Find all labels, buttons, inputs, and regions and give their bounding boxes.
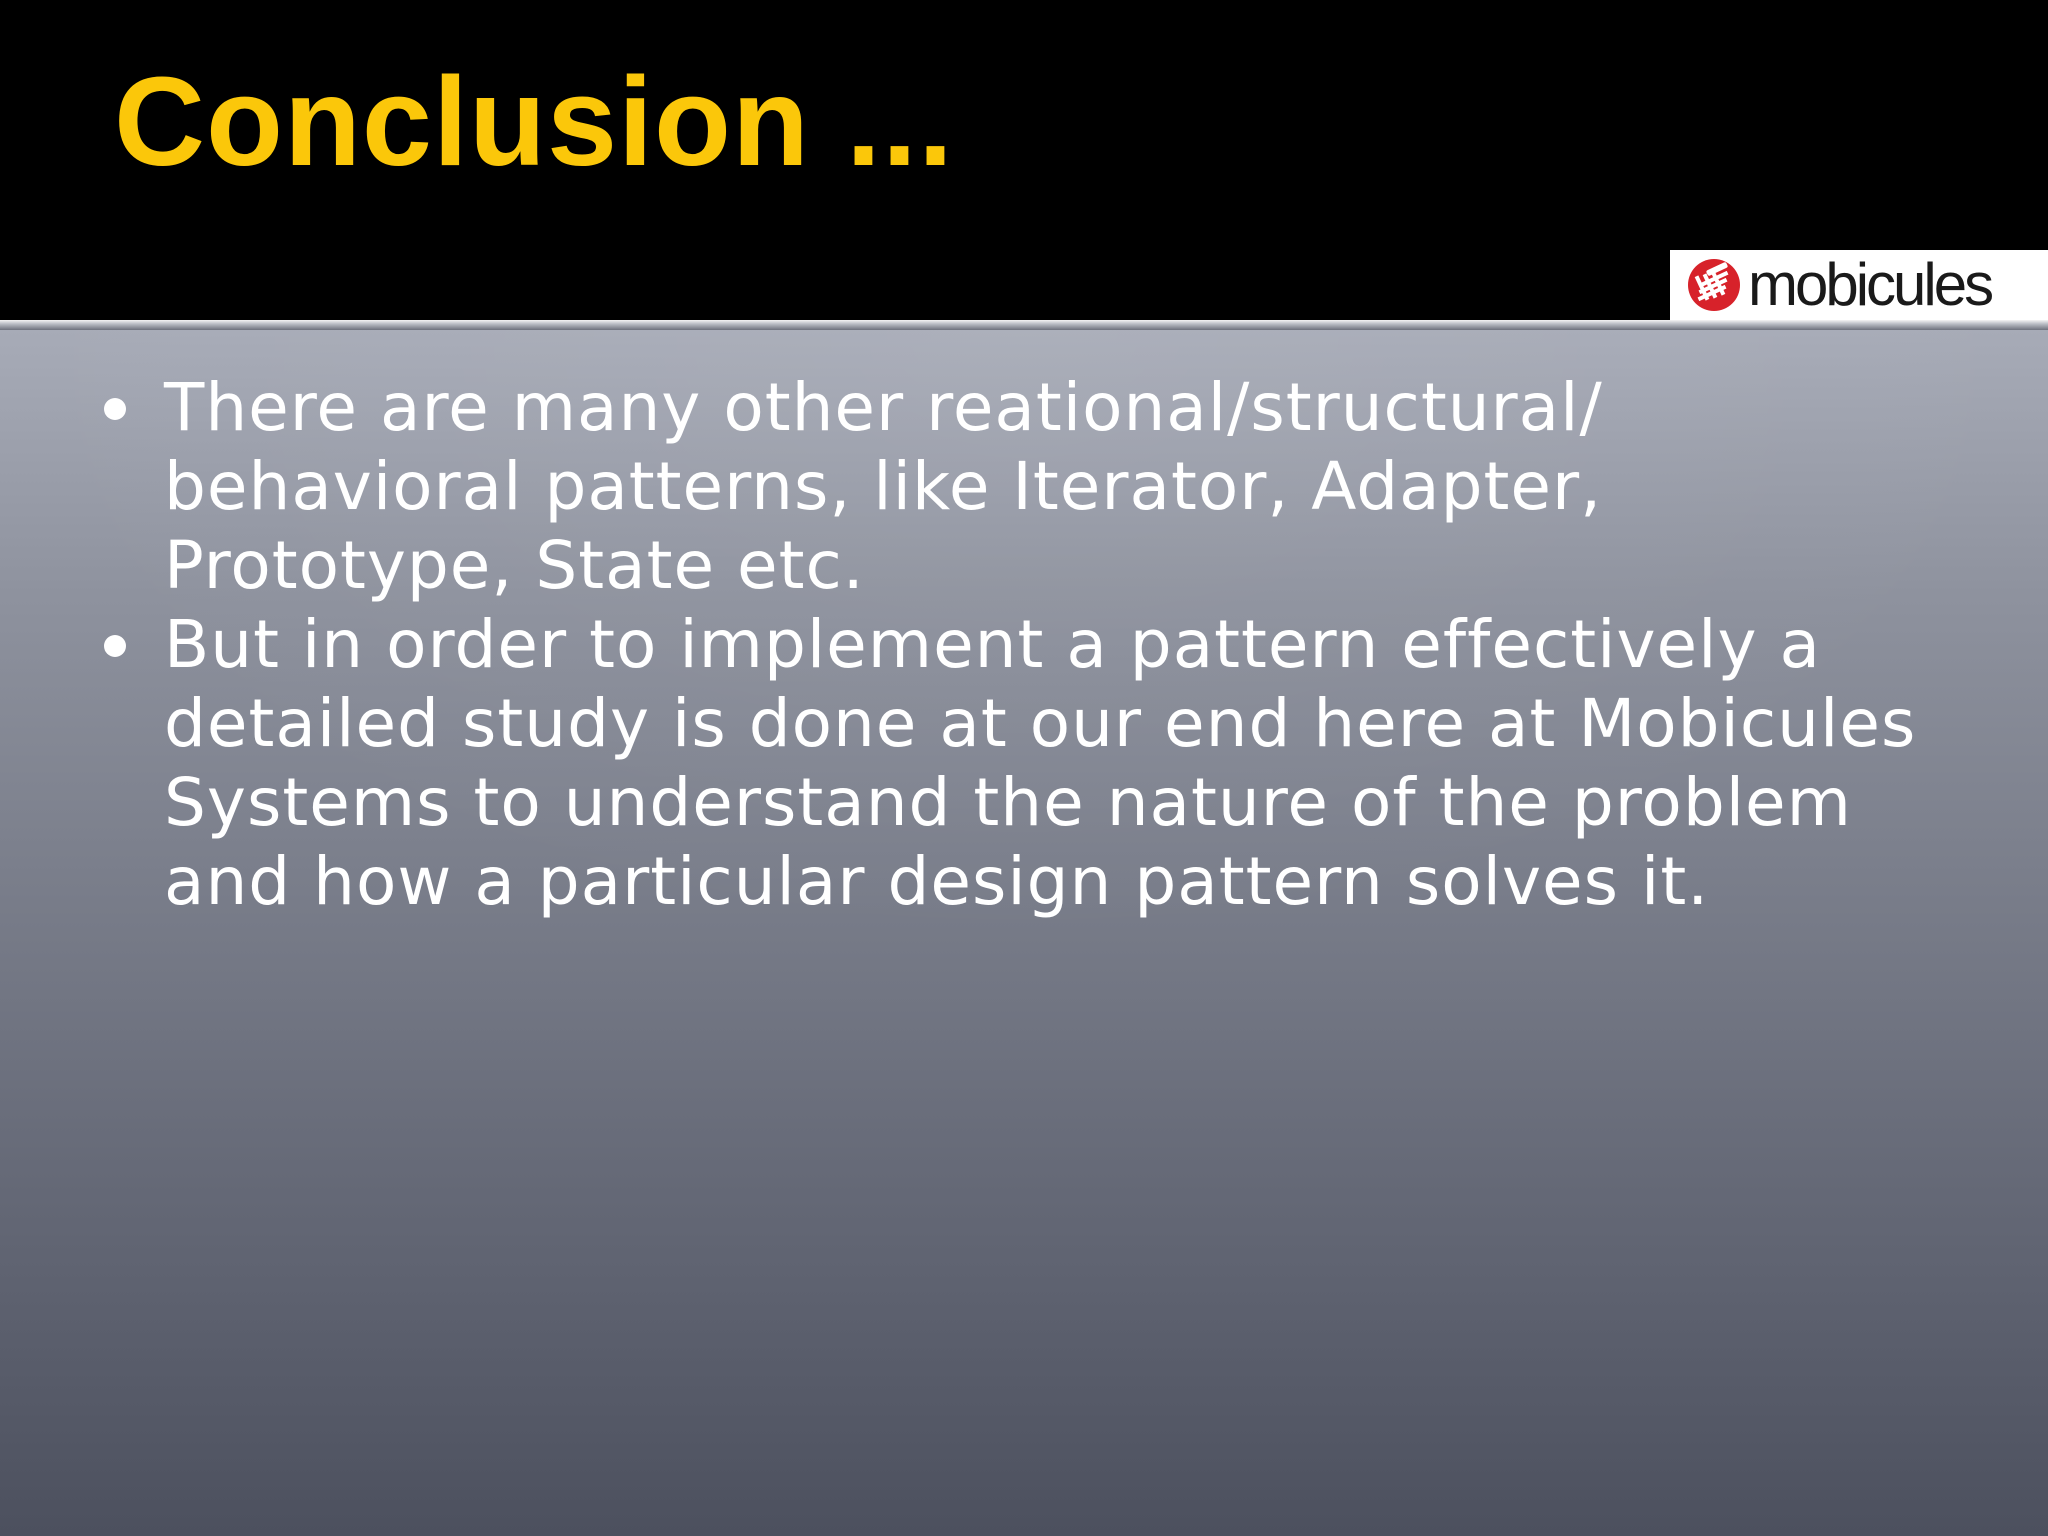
bullet-marker — [104, 398, 126, 420]
bullet-item — [96, 605, 1996, 921]
bullet-line: Systems to understand the nature of the problem — [164, 764, 1852, 841]
bullet-line: But in order to implement a pattern effectively a — [164, 606, 1821, 683]
logo-wordmark: mobicules — [1748, 251, 1992, 318]
bullet-list — [96, 368, 1996, 921]
slide-title: Conclusion ... — [114, 51, 955, 192]
header-divider — [0, 320, 2048, 330]
bullet-line: behavioral patterns, like Iterator, Adapter, — [164, 448, 1603, 525]
mobicules-logo-icon — [1686, 257, 1742, 313]
slide-body — [0, 330, 2048, 1536]
bullet-line: There are many other reational/structural/ — [164, 369, 1603, 446]
bullet-marker — [104, 635, 126, 657]
bullet-item — [96, 368, 1996, 605]
bullet-line: detailed study is done at our end here at Mobicules — [164, 685, 1917, 762]
mobicules-logo — [1670, 250, 2048, 320]
bullet-line: and how a particular design pattern solves it. — [164, 843, 1710, 920]
bullet-line: Prototype, State etc. — [164, 527, 865, 604]
